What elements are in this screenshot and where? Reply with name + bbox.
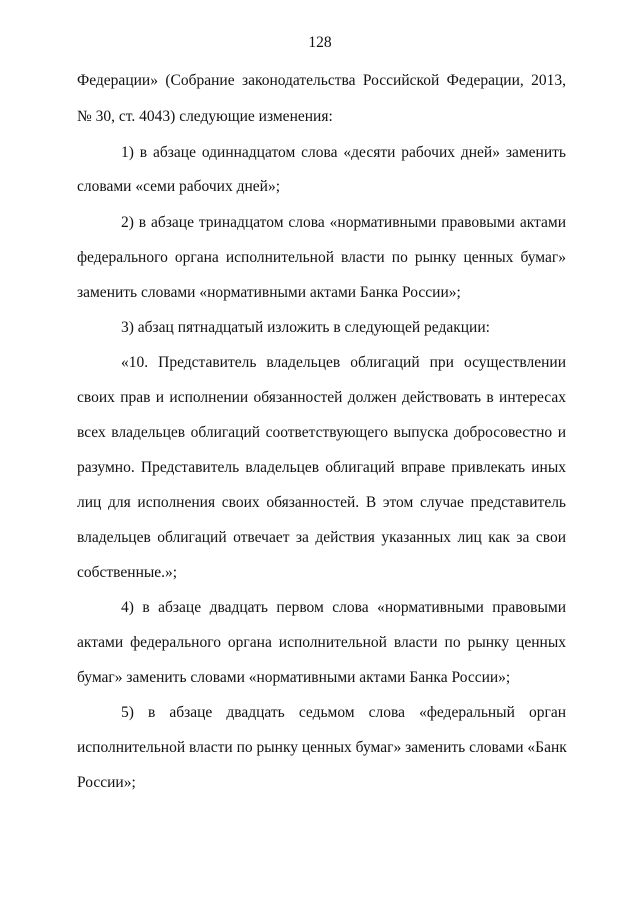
text-line: 2) в абзаце тринадцатом слова «нормативными правовыми актами [121,214,566,231]
text-line: владельцев облигаций отвечает за действия указанных лиц как за свои [77,529,566,546]
text-line: словами «семи рабочих дней»; [77,178,281,195]
page-number: 128 [308,34,332,51]
text-line: № 30, ст. 4043) следующие изменения: [77,108,333,125]
text-line: 3) абзац пятнадцатый изложить в следующей редакции: [121,319,490,336]
text-line: разумно. Представитель владельцев облигаций вправе привлекать иных [77,459,566,476]
text-line: России»; [77,774,136,791]
text-line: Федерации» (Собрание законодательства Российской Федерации, 2013, [77,72,566,89]
text-line: 4) в абзаце двадцать первом слова «нормативными правовыми [121,599,566,616]
text-line: 1) в абзаце одиннадцатом слова «десяти рабочих дней» заменить [121,144,566,161]
text-line: своих прав и исполнении обязанностей должен действовать в интересах [77,389,566,406]
text-line: актами федерального органа исполнительной власти по рынку ценных [77,634,566,651]
text-line: заменить словами «нормативными актами Банка России»; [77,284,461,301]
text-line: 5) в абзаце двадцать седьмом слова «федеральный орган [121,704,566,721]
text-line: исполнительной власти по рынку ценных бумаг» заменить словами «Банк [77,739,567,756]
text-line: «10. Представитель владельцев облигаций при осуществлении [121,354,566,371]
text-line: всех владельцев облигаций соответствующего выпуска добросовестно и [77,424,566,441]
text-line: бумаг» заменить словами «нормативными актами Банка России»; [77,669,511,686]
text-line: лиц для исполнения своих обязанностей. В этом случае представитель [77,494,566,511]
text-line: федерального органа исполнительной власти по рынку ценных бумаг» [77,249,566,266]
text-line: собственные.»; [77,564,178,581]
